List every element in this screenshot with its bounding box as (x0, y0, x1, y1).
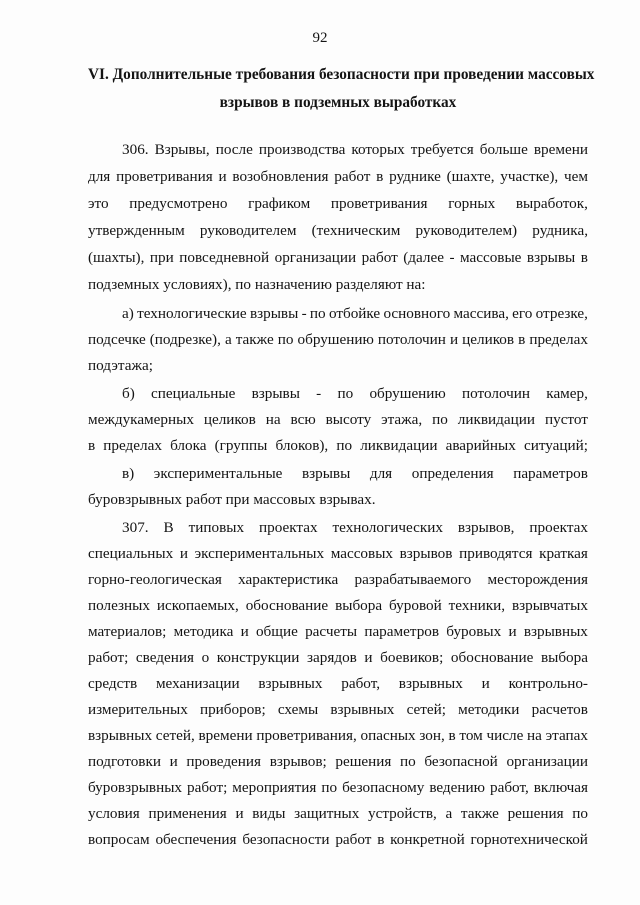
text-line: это предусмотрено графиком проветривания горных выработок, (88, 195, 588, 212)
text-line: подготовки и проведения взрывов; решения по безопасной организации (88, 753, 588, 770)
text-line: материалов; методика и общие расчеты параметров буровых и взрывных (88, 623, 588, 640)
text-line: полезных ископаемых, обоснование выбора буровой техники, взрывчатых (88, 597, 588, 614)
text-line: 307. В типовых проектах технологических взрывов, проектах (122, 519, 588, 536)
section-heading-line-1: VI. Дополнительные требования безопасности при проведении массовых (88, 66, 595, 83)
text-line: для проветривания и возобновления работ в руднике (шахте, участке), чем (88, 168, 588, 185)
text-line: буровзрывных работ при массовых взрывах. (88, 491, 376, 508)
text-line: горно-геологическая характеристика разрабатываемого месторождения (88, 571, 588, 588)
text-line: утвержденным руководителем (техническим руководителем) рудника, (88, 222, 588, 239)
page-number: 92 (312, 30, 328, 46)
text-line: буровзрывных работ; мероприятия по безопасному ведению работ, включая (88, 779, 588, 796)
text-line: вопросам обеспечения безопасности работ в конкретной горнотехнической (88, 831, 588, 848)
text-line: подсечке (подрезке), а также по обрушению потолочин и целиков в пределах (88, 331, 588, 348)
text-line: специальных и экспериментальных массовых взрывов приводятся краткая (88, 545, 588, 562)
text-line: взрывных сетей, времени проветривания, опасных зон, в том числе на этапах (88, 727, 588, 744)
text-line: работ; сведения о конструкции зарядов и боевиков; обоснование выбора (88, 649, 588, 666)
text-line: в пределах блока (группы блоков), по ликвидации аварийных ситуаций; (88, 437, 588, 454)
text-line: измерительных приборов; схемы взрывных сетей; методики расчетов (88, 701, 588, 718)
text-line: б) специальные взрывы - по обрушению потолочин камер, (122, 385, 588, 402)
text-line: подземных условиях), по назначению разделяют на: (88, 276, 426, 293)
text-line: подэтажа; (88, 357, 153, 374)
text-line: 306. Взрывы, после производства которых требуется больше времени (122, 141, 588, 158)
text-line: междукамерных целиков на всю высоту этажа, по ликвидации пустот (88, 411, 588, 428)
section-heading-line-2: взрывов в подземных выработках (219, 94, 457, 111)
text-line: а) технологические взрывы - по отбойке основного массива, его отрезке, (122, 305, 588, 322)
text-line: средств механизации взрывных работ, взрывных и контрольно- (88, 675, 588, 692)
text-line: условия применения и виды защитных устройств, а также решения по (88, 805, 588, 822)
text-line: (шахты), при повседневной организации работ (далее - массовые взрывы в (88, 249, 588, 266)
text-line: в) экспериментальные взрывы для определения параметров (122, 465, 588, 482)
